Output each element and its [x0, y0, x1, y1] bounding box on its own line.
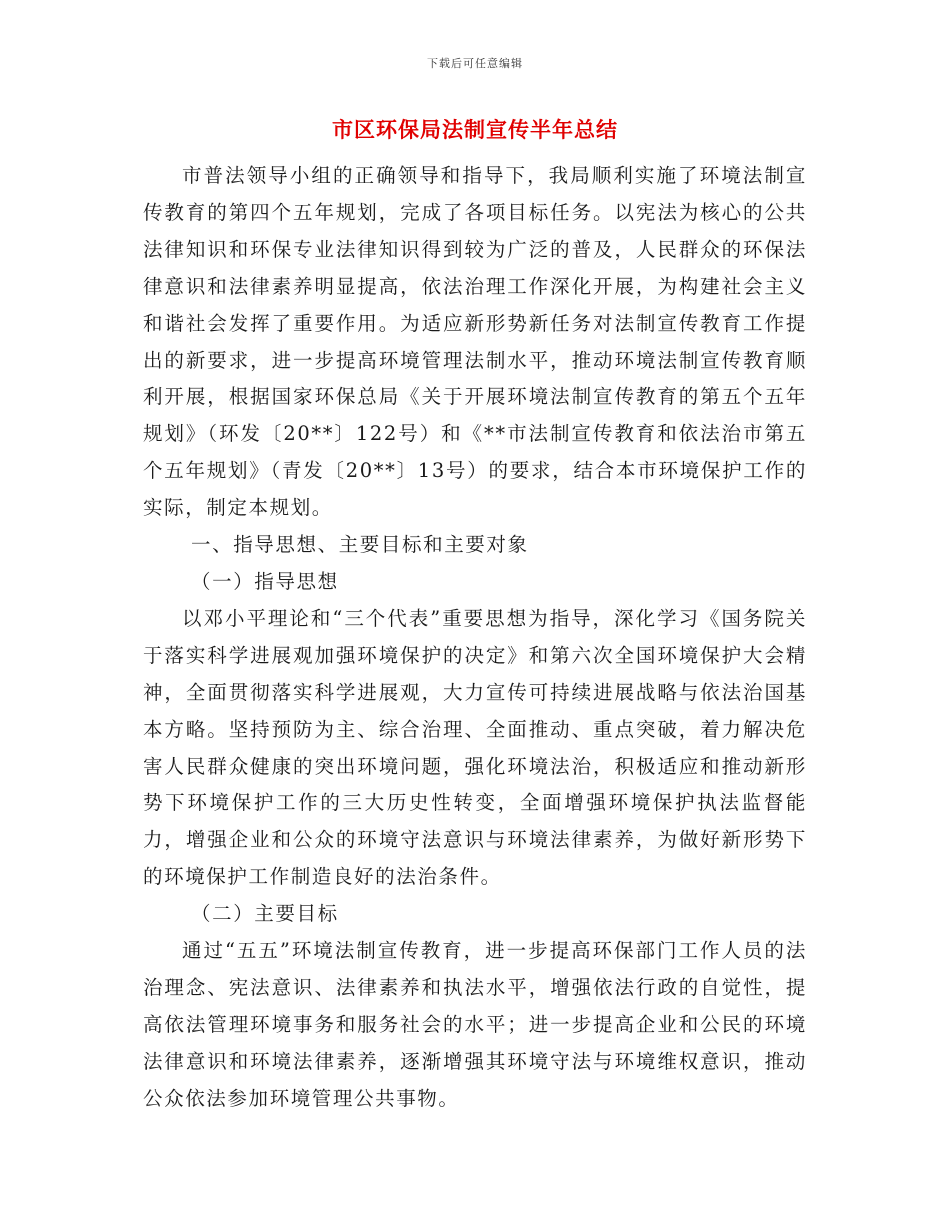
- document-title: 市区环保局法制宣传半年总结: [332, 118, 618, 142]
- intro-paragraph: 市普法领导小组的正确领导和指导下，我局顺利实施了环境法制宣传教育的第四个五年规划，完成了各项目标任务。以宪法为核心的公共法律知识和环保专业法律知识得到较为广泛的普及，人民群众的环保法律意识和法律素养明显提高，依法治理工作深化开展，为构建社会主义和谐社会发挥了重要作用。为适应新形势新任务对法制宣传教育工作提出的新要求，进一步提高环境管理法制水平，推动环境法制宣传教育顺利开展，根据国家环保总局《关于开展环境法制宣传教育的第五个五年规划》（环发〔20**〕122号）和《**市法制宣传教育和依法治市第五个五年规划》（青发〔20**〕13号）的要求，结合本市环境保护工作的实际，制定本规划。: [143, 164, 807, 520]
- guiding-thought-paragraph: 以邓小平理论和“三个代表”重要思想为指导，深化学习《国务院关于落实科学进展观加强环境保护的决定》和第六次全国环境保护大会精神，全面贯彻落实科学进展观，大力宣传可持续进展战略与依法治国基本方略。坚持预防为主、综合治理、全面推动、重点突破，着力解决危害人民群众健康的突出环境问题，强化环境法治，积极适应和推动新形势下环境保护工作的三大历史性转变，全面增强环境保护执法监督能力，增强企业和公众的环境守法意识与环境法律素养，为做好新形势下的环境保护工作制造良好的法治条件。: [143, 606, 807, 889]
- subsection-heading-main-goals: （二）主要目标: [191, 902, 339, 926]
- header-note: 下载后可任意编辑: [427, 57, 523, 70]
- document-body: [143, 158, 807, 1118]
- subsection-heading-guiding-thought: （一）指导思想: [191, 569, 339, 593]
- main-goals-paragraph: 通过“五五”环境法制宣传教育，进一步提高环保部门工作人员的法治理念、宪法意识、法律素养和执法水平，增强依法行政的自觉性，提高依法管理环境事务和服务社会的水平；进一步提高企业和公民的环境法律意识和环境法律素养，逐渐增强其环境守法与环境维权意识，推动公众依法参加环境管理公共事物。: [143, 939, 807, 1110]
- section-heading-1: 一、指导思想、主要目标和主要对象: [191, 533, 529, 557]
